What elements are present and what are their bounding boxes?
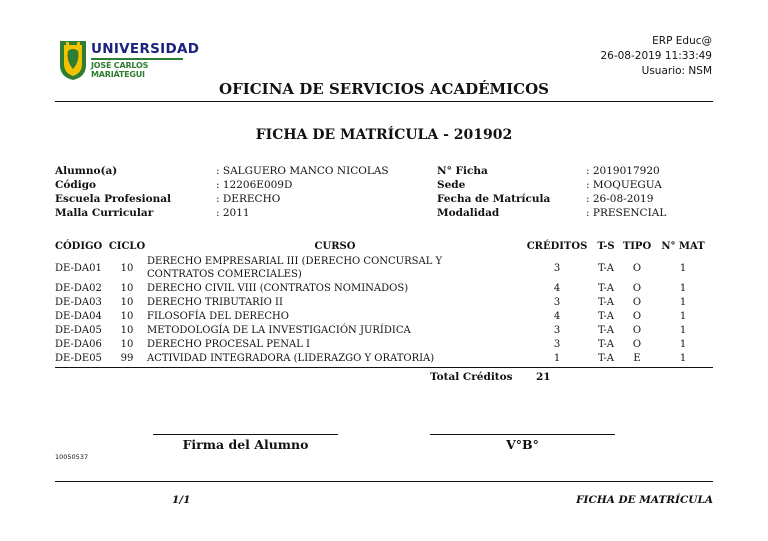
table-bottom-rule — [55, 367, 713, 368]
cell-tipo: O — [632, 296, 642, 308]
system-info — [600, 34, 712, 79]
label-sede: Sede — [437, 179, 466, 191]
header-ciclo: CICLO — [108, 241, 146, 252]
approval-signature-label: V°B° — [506, 437, 539, 452]
value-sede: : MOQUEGUA — [586, 179, 662, 191]
cell-ts: T-A — [598, 324, 614, 336]
cell-tipo: E — [633, 352, 641, 364]
header-mat: N° MAT — [661, 241, 705, 252]
header-ts: T-S — [597, 241, 615, 252]
student-signature-line — [153, 434, 338, 435]
header-codigo: CÓDIGO — [55, 241, 103, 252]
cell-creditos: 3 — [553, 262, 561, 274]
cell-ciclo: 99 — [120, 352, 134, 364]
cell-mat: 1 — [679, 296, 687, 308]
value-alumno: : SALGUERO MANCO NICOLAS — [216, 165, 389, 177]
cell-code: DE-DA01 — [55, 262, 102, 274]
value-codigo: : 12206E009D — [216, 179, 293, 191]
cell-creditos: 1 — [553, 352, 561, 364]
cell-ciclo: 10 — [120, 338, 134, 350]
cell-mat: 1 — [679, 310, 687, 322]
table-row — [55, 309, 713, 323]
cell-ciclo: 10 — [120, 296, 134, 308]
cell-code: DE-DA03 — [55, 296, 102, 308]
cell-creditos: 3 — [553, 338, 561, 350]
system-name: ERP Educ@ — [652, 35, 712, 47]
label-codigo: Código — [55, 179, 97, 191]
cell-curso: DERECHO CIVIL VIII (CONTRATOS NOMINADOS) — [147, 282, 409, 294]
logo-divider — [91, 58, 183, 60]
cell-ciclo: 10 — [120, 262, 134, 274]
cell-tipo: O — [632, 324, 642, 336]
logo-line1: UNIVERSIDAD — [91, 41, 200, 57]
value-escuela: : DERECHO — [216, 193, 281, 205]
table-row — [55, 351, 713, 365]
cell-curso: DERECHO EMPRESARIAL III (DERECHO CONCURSAL Y CONTRATOS COMERCIALES) — [147, 256, 443, 280]
header-curso: CURSO — [314, 241, 356, 252]
cell-curso: DERECHO TRIBUTARIO II — [147, 296, 283, 308]
print-datetime: 26-08-2019 11:33:49 — [600, 50, 712, 62]
header-creditos: CRÉDITOS — [526, 241, 588, 252]
cell-creditos: 4 — [553, 310, 561, 322]
cell-creditos: 3 — [553, 296, 561, 308]
total-credits-label: Total Créditos — [430, 371, 513, 383]
cell-code: DE-DA02 — [55, 282, 102, 294]
cell-ts: T-A — [598, 296, 614, 308]
cell-mat: 1 — [679, 282, 687, 294]
value-ficha: : 2019017920 — [586, 165, 660, 177]
value-malla: : 2011 — [216, 207, 250, 219]
label-modalidad: Modalidad — [437, 207, 500, 219]
cell-tipo: O — [632, 282, 642, 294]
footer-divider — [55, 481, 713, 482]
cell-code: DE-DA06 — [55, 338, 102, 350]
cell-tipo: O — [632, 262, 642, 274]
user-label: Usuario: NSM — [641, 65, 712, 77]
label-escuela: Escuela Profesional — [55, 193, 172, 205]
header-tipo: TIPO — [622, 241, 652, 252]
footer-document-name: FICHA DE MATRÍCULA — [576, 494, 713, 506]
cell-curso: FILOSOFÍA DEL DERECHO — [147, 310, 289, 322]
cell-curso: DERECHO PROCESAL PENAL I — [147, 338, 310, 350]
cell-ciclo: 10 — [120, 324, 134, 336]
courses-header-row — [55, 238, 713, 255]
cell-ts: T-A — [598, 282, 614, 294]
value-fecha: : 26-08-2019 — [586, 193, 654, 205]
page-number: 1/1 — [172, 494, 191, 506]
cell-ts: T-A — [598, 338, 614, 350]
cell-tipo: O — [632, 310, 642, 322]
logo-line2: JOSÉ CARLOS MARIÁTEGUI — [91, 61, 149, 79]
cell-creditos: 3 — [553, 324, 561, 336]
table-row — [55, 255, 713, 281]
label-malla: Malla Curricular — [55, 207, 154, 219]
cell-code: DE-DA04 — [55, 310, 102, 322]
courses-table — [55, 238, 713, 365]
cell-ts: T-A — [598, 262, 614, 274]
label-ficha: N° Ficha — [437, 165, 488, 177]
value-modalidad: : PRESENCIAL — [586, 207, 667, 219]
cell-ciclo: 10 — [120, 310, 134, 322]
cell-code: DE-DE05 — [55, 352, 102, 364]
cell-code: DE-DA05 — [55, 324, 102, 336]
cell-creditos: 4 — [553, 282, 561, 294]
university-logo — [58, 39, 200, 81]
header-divider — [55, 101, 713, 102]
table-row — [55, 323, 713, 337]
table-row — [55, 337, 713, 351]
document-title: FICHA DE MATRÍCULA - 201902 — [255, 127, 513, 143]
cell-curso: METODOLOGÍA DE LA INVESTIGACIÓN JURÍDICA — [147, 324, 411, 336]
student-signature-label: Firma del Alumno — [182, 437, 309, 452]
table-row — [55, 295, 713, 309]
table-row — [55, 281, 713, 295]
approval-signature-line — [430, 434, 615, 435]
cell-mat: 1 — [679, 262, 687, 274]
cell-tipo: O — [632, 338, 642, 350]
total-credits-value: 21 — [536, 371, 551, 383]
cell-ts: T-A — [598, 352, 614, 364]
office-title: OFICINA DE SERVICIOS ACADÉMICOS — [219, 80, 549, 98]
label-alumno: Alumno(a) — [55, 165, 118, 177]
cell-ciclo: 10 — [120, 282, 134, 294]
cell-mat: 1 — [679, 352, 687, 364]
label-fecha: Fecha de Matrícula — [437, 193, 551, 205]
cell-mat: 1 — [679, 324, 687, 336]
document-code: 10050537 — [55, 453, 89, 461]
cell-ts: T-A — [598, 310, 614, 322]
cell-curso: ACTIVIDAD INTEGRADORA (LIDERAZGO Y ORATORIA) — [147, 352, 435, 364]
cell-mat: 1 — [679, 338, 687, 350]
